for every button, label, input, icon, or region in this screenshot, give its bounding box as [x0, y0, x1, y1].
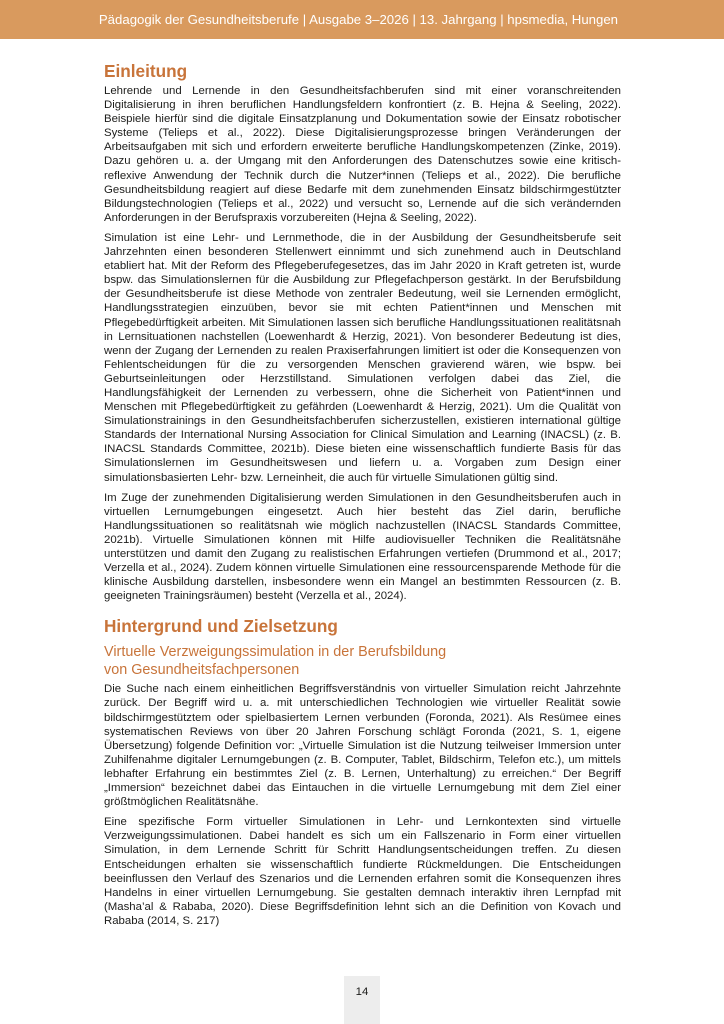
- subsection-heading: [104, 644, 621, 679]
- page-number-box: [344, 976, 380, 1024]
- paragraph: Simulation ist eine Lehr- und Lernmethode, die in der Ausbildung der Gesundheitsberufe seit Jahrzehnten einen besonderen Stellenwert einnimmt und sich zunehmend auch in Deutschland etabliert hat. Mit der Reform des Pflegeberufegesetzes, das im Jahr 2020 in Kraft getreten ist, wurde bspw. das Simulationslernen für die Ausbildung zur Pflegefachperson gestärkt. In der Berufsbildung der Gesundheitsberufe ist diese Methode von zentraler Bedeutung, weil sie Lernenden ermöglicht, Handlungsstrategien einzuüben, bevor sie mit echten Patient*innen und Menschen mit Pflegebedürftigkeit arbeiten. Mit Simulationen lassen sich berufliche Handlungssituationen realitätsnah in Lernsituationen nachstellen (Loewenhardt & Herzig, 2021). Von besonderer Bedeutung ist dies, wenn der Zugang der Lernenden zu realen Praxiserfahrungen limitiert ist oder die Konsequenzen von Fehlentscheidungen für die zu versorgenden Menschen gravierend wären, wie bspw. bei Geburtseinleitungen oder Herzstillstand. Simulationen verfolgen dabei das Ziel, die Handlungsfähigkeit der Lernenden zu verbessern, ohne die Sicherheit von Patient*innen und Menschen mit Pflegebedürftigkeit zu gefährden (Loewenhardt & Herzig, 2021). Um die Qualität von Simulationstrainings in den Gesundheitsfachberufen sicherzustellen, existieren international gültige Standards der International Nursing Association for Clinical Simulation and Learning (INACSL) (z. B. INACSL Standards Committee, 2021b). Diese bieten eine wissenschaftlich fundierte Basis für das Simulationslernen im Gesundheitswesen und liefern u. a. Vorgaben zum Design einer simulationsbasierten Lehr- bzw. Lerneinheit, die auch für virtuelle Simulationen gültig sind.: [104, 231, 621, 484]
- subsection-heading-line-2: von Gesundheitsfachpersonen: [104, 661, 300, 678]
- paragraph: Die Suche nach einem einheitlichen Begriffsverständnis von virtueller Simulation reicht Jahrzehnte zurück. Der Begriff wird u. a. mit unterschiedlichen Technologien wie virtueller Realität sowie bildschirmgestütztem oder spielbasiertem Lernen verbunden (Foronda, 2021). Als Resümee eines systematischen Reviews von über 20 Jahren Forschung schlägt Foronda (2021, S. 1, eigene Übersetzung) folgende Definition vor: „Virtuelle Simulation ist die Nutzung teilweiser Immersion unter Zuhilfenahme digitaler Lernumgebungen (z. B. Computer, Tablet, Bildschirm, Telefon etc.), um mittels lebhafter Erfahrung ein bestimmtes Ziel (z. B. Lernen, Unterhaltung) zu erreichen.“ Der Begriff „Immersion“ bezeichnet dabei das Eintauchen in die virtuelle Lernumgebung mit dem Ziel einer größtmöglichen Realitätsnähe.: [104, 683, 621, 809]
- subsection-heading-line-1: Virtuelle Verzweigungssimulation in der Berufsbildung: [104, 644, 447, 661]
- page-number: 14: [355, 986, 369, 998]
- journal-header-bar: [0, 0, 724, 39]
- article-body: [104, 59, 621, 928]
- paragraph: Eine spezifische Form virtueller Simulationen in Lehr- und Lernkontexten sind virtuelle Verzweigungssimulationen. Dabei handelt es sich um ein Fallszenario in Form einer virtuellen Simulation, in dem Lernende Schritt für Schritt Handlungsentscheidungen treffen. Zu diesen Entscheidungen erhalten sie wissenschaftlich fundierte Rückmeldungen. Die Entscheidungen beeinflussen den Verlauf des Szenarios und die Lernenden erfahren somit die Konsequenzen ihres Handelns in einer virtuellen Lernumgebung. Sie gestalten demnach interaktiv ihren Lernpfad mit (Masha’al & Rababa, 2020). Diese Begriffsdefinition lehnt sich an die Definition von Kovach und Rababa (2014, S. 217): [104, 816, 621, 927]
- journal-header-text: Pädagogik der Gesundheitsberufe | Ausgabe 3–2026 | 13. Jahrgang | hpsmedia, Hungen: [98, 12, 618, 27]
- section-heading-einleitung: Einleitung: [104, 61, 188, 81]
- paragraph: Im Zuge der zunehmenden Digitalisierung werden Simulationen in den Gesundheitsberufen auch in virtuellen Lernumgebungen eingesetzt. Auch hier besteht das Ziel darin, berufliche Handlungssituationen so realitätsnah wie möglich nachzustellen (INACSL Standards Committee, 2021b). Virtuelle Simulationen können mit Hilfe audiovisueller Techniken die Realitätsnähe unterstützen und damit den Zugang zu realistischen Erfahrungen vertiefen (Drummond et al., 2017; Verzella et al., 2024). Zudem können virtuelle Simulationen eine ressourcensparende Methode für die klinische Ausbildung darstellen, insbesondere wenn ein Mangel an bestimmten Ressourcen (z. B. geeigneten Trainingsräumen) besteht (Verzella et al., 2024).: [104, 491, 621, 603]
- section-heading-hintergrund: Hintergrund und Zielsetzung: [104, 616, 338, 637]
- paragraph: Lehrende und Lernende in den Gesundheitsfachberufen sind mit einer voranschreitenden Digitalisierung in ihren beruflichen Handlungsfeldern konfrontiert (z. B. Hejna & Seeling, 2022). Beispiele hierfür sind die digitale Einsatzplanung und Dokumentation sowie der Einsatz robotischer Systeme (Telieps et al., 2022). Diese Digitalisierungsprozesse bringen Veränderungen der Arbeitsaufgaben mit sich und erfordern erweiterte berufliche Handlungskompetenzen (Zinke, 2019). Dazu gehören u. a. der Umgang mit den Anforderungen des Datenschutzes sowie eine kritisch-reflexive Anwendung der Technik durch die Nutzer*innen (Telieps et al., 2022). Die berufliche Gesundheitsbildung reagiert auf diese Bedarfe mit dem zunehmenden Einsatz bildschirmgestützter Bildungstechnologien (Telieps et al., 2022) und versucht so, Lernende auf die sich verändernden Anforderungen in der Berufspraxis vorzubereiten (Hejna & Seeling, 2022).: [104, 85, 621, 224]
